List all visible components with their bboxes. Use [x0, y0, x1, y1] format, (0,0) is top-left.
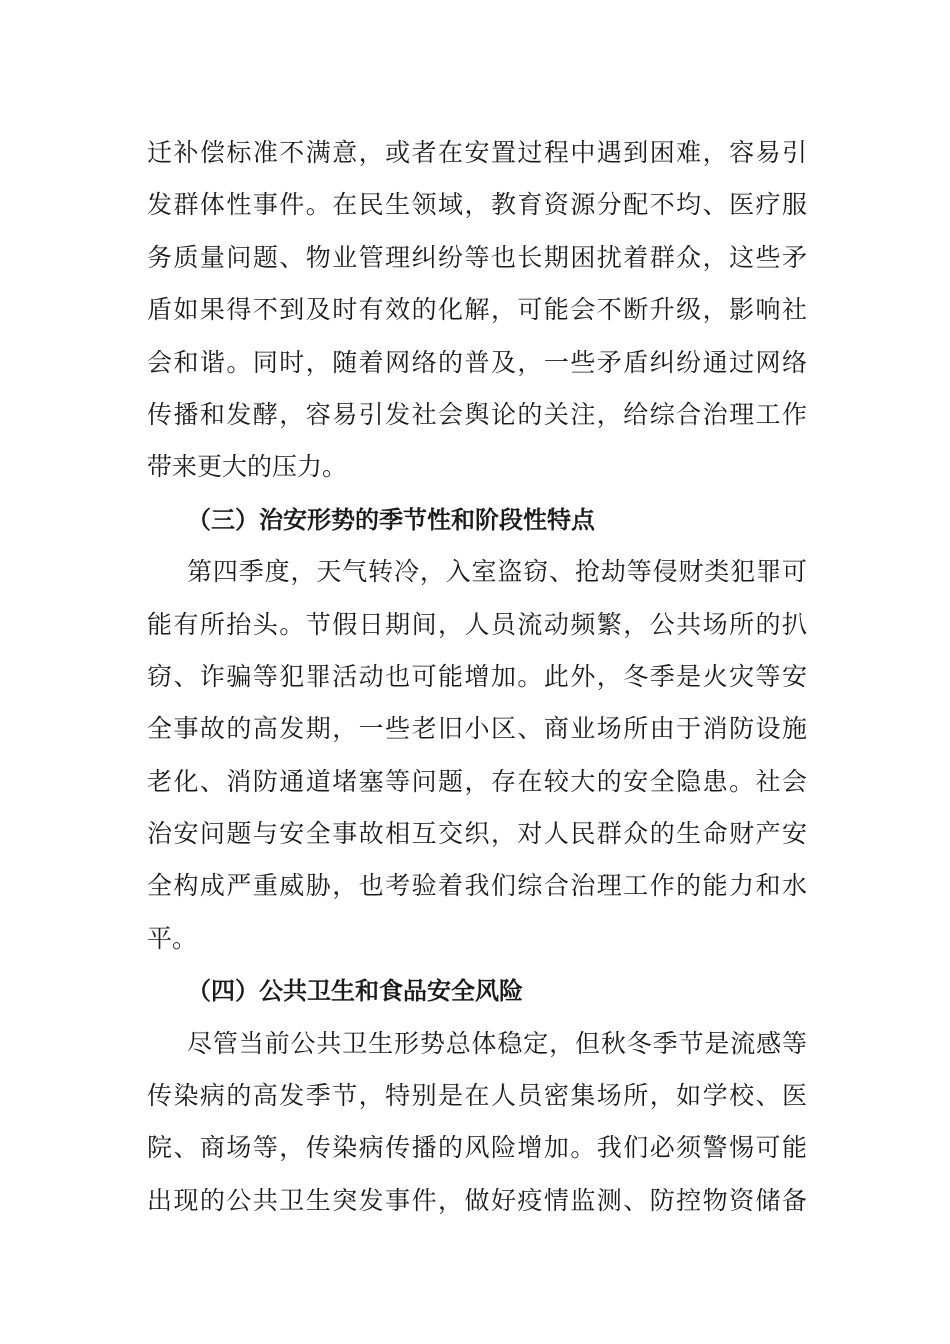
document-body	[147, 127, 807, 1227]
text-line: 发群体性事件。在民生领域，教育资源分配不均、医疗服	[147, 190, 807, 220]
text-line: 带来更大的压力。	[147, 452, 348, 482]
text-line: 能有所抬头。节假日期间，人员流动频繁，公共场所的扒	[147, 609, 807, 639]
text-line: 传播和发酵，容易引发社会舆论的关注，给综合治理工作	[147, 399, 807, 429]
section-heading-3: （三）治安形势的季节性和阶段性特点	[187, 505, 595, 534]
text-line: 务质量问题、物业管理纠纷等也长期困扰着群众，这些矛	[147, 242, 807, 272]
text-line: 平。	[147, 923, 198, 953]
text-line: 出现的公共卫生突发事件，做好疫情监测、防控物资储备	[147, 1185, 807, 1215]
text-line: 迁补偿标准不满意，或者在安置过程中遇到困难，容易引	[147, 138, 807, 167]
text-line: 会和谐。同时，随着网络的普及，一些矛盾纠纷通过网络	[147, 347, 807, 377]
text-line: 老化、消防通道堵塞等问题，存在较大的安全隐患。社会	[147, 766, 807, 796]
text-line: 院、商场等，传染病传播的风险增加。我们必须警惕可能	[147, 1133, 807, 1163]
section-heading-4: （四）公共卫生和食品安全风险	[187, 977, 523, 1006]
text-line: 传染病的高发季节，特别是在人员密集场所，如学校、医	[147, 1081, 807, 1111]
text-line: 全构成严重威胁，也考验着我们综合治理工作的能力和水	[147, 871, 807, 901]
text-line: 第四季度，天气转冷，入室盗窃、抢劫等侵财类犯罪可	[187, 557, 807, 587]
text-line: 盾如果得不到及时有效的化解，可能会不断升级，影响社	[147, 295, 807, 325]
text-line: 治安问题与安全事故相互交织，对人民群众的生命财产安	[147, 819, 807, 849]
text-line: 尽管当前公共卫生形势总体稳定，但秋冬季节是流感等	[187, 1028, 807, 1058]
text-line: 全事故的高发期，一些老旧小区、商业场所由于消防设施	[147, 714, 807, 744]
text-line: 窃、诈骗等犯罪活动也可能增加。此外，冬季是火灾等安	[147, 661, 807, 691]
